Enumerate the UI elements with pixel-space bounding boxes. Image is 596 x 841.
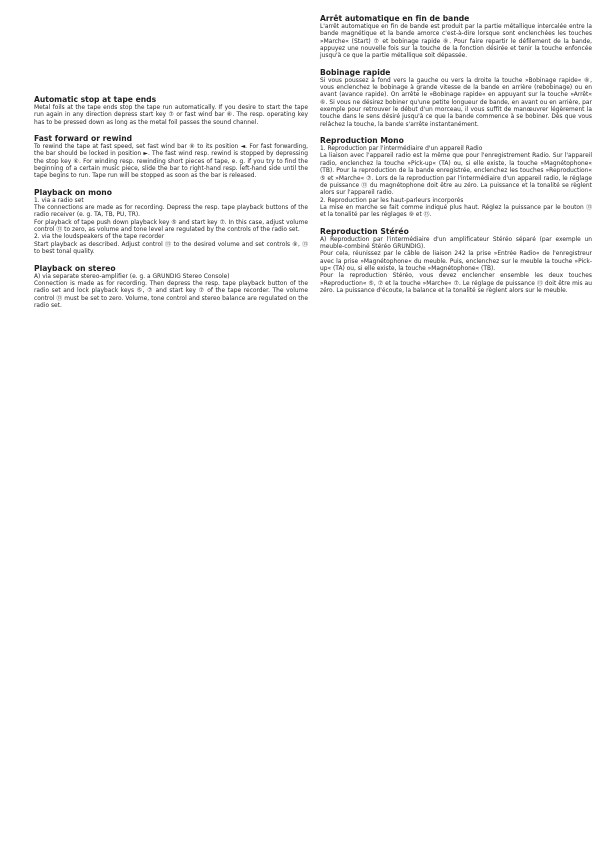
paragraph: Pour cela, réunissez par le câble de liaison 242 la prise »Entrée Radio« de l'enregistreur avec la prise »Magnétophone« du meuble. Puis, enclenchez sur le meuble la touche »Pick-up« (TA) ou, si elle existe, la touche »Magnétophone« (TB). <box>320 251 592 272</box>
paragraph: Pour la reproduction Stéréo, vous devez enclencher ensemble les deux touches »Reproduction« ⑤, ⑦ et la touche »Marche« ⑦. Le réglage de puissance ⑬ doit être mis au zéro. La puissance d'écoute, la balance et la tonalité se règlent alors sur le meuble. <box>320 273 592 294</box>
paragraph: La mise en marche se fait comme indiqué plus haut. Réglez la puissance par le bouton ⑬ et la tonalité par les réglages ⑨ et ⑬. <box>320 204 592 219</box>
right-column-french <box>320 14 592 303</box>
paragraph: For playback of tape push down playback key ⑤ and start key ⑦. In this case, adjust volume control ⑬ to zero, as volume and tone level are regulated by the controls of the radio set. <box>34 219 308 234</box>
paragraph: 1. Reproduction par l'intermédiaire d'un appareil Radio <box>320 146 483 153</box>
section-heading: Automatic stop at tape ends <box>34 95 157 104</box>
section-heading: Reproduction Stéréo <box>320 226 409 236</box>
paragraph: Metal foils at the tape ends stop the tape run automatically. If you desire to start the tape run again in any direction depress start key ⑦ or fast wind bar ⑧. The resp. operating key has to be pressed down as long as the metal foil passes the sound channel. <box>34 105 308 126</box>
section-heading: Arrêt automatique en fin de bande <box>320 14 470 23</box>
section-heading: Playback on stereo <box>34 263 116 273</box>
paragraph: 2. via the loudspeakers of the tape recorder <box>34 234 165 241</box>
section-reproduction-stereo <box>320 227 592 296</box>
section-arret-automatique <box>320 14 592 61</box>
section-heading: Playback on mono <box>34 187 112 197</box>
paragraph: 2. Reproduction par les haut-parleurs incorporés <box>320 197 464 204</box>
section-reproduction-mono <box>320 136 592 219</box>
paragraph: La liaison avec l'appareil radio est la même que pour l'enregistrement Radio. Sur l'appareil radio, enclenchez la touche »Pick-up« (TA) ou, si elle existe, la touche »Magnétophone« (TB). Pour la reproduction de la bande enregistrée, enclenchez les touches »Reproduction« ⑤ et »Marche« ⑦. Lors de la reproduction par l'intermédiaire d'un appareil radio, le réglage de puissance ⑬ du magnétophone doit être au zéro. La puissance et la tonalité se règlent alors sur l'appareil radio. <box>320 153 592 197</box>
section-fast-forward-rewind <box>34 134 308 181</box>
section-heading: Reproduction Mono <box>320 136 404 146</box>
section-playback-mono <box>34 188 308 257</box>
paragraph: 1. via a radio set <box>34 197 84 204</box>
paragraph: L'arrêt automatique en fin de bande est produit par la partie métallique intercalée entre la bande magnétique et la bande amorce c'est-à-dire lorsque sont enclenchées les touches »Marche« (Start) ⑦ et bobinage rapide ⑧. Pour faire repartir le défilement de la bande, appuyez une nouvelle fois sur la touche de la fonction désirée et tenir la touche enfoncée jusqu'à ce que la partie métallique soit dépassée. <box>320 24 592 60</box>
section-heading: Bobinage rapide <box>320 67 391 77</box>
section-playback-stereo <box>34 264 308 311</box>
paragraph: Si vous poussez à fond vers la gauche ou vers la droite la touche »Bobinage rapide« ⑧, vous enclenchez le bobinage à grande vitesse de la bande en arrière (rebobinage) ou en avant (avance rapide). On arrête le »Bobinage rapide« en appuyant sur la touche »Arrêt« ⑥. Si vous ne désirez bobiner qu'une petite longueur de bande, en avant ou en arrière, par exemple pour retrouver le début d'un morceau, il vous suffit de manœuvrer légèrement la touche dans le sens désiré jusqu'à ce que la bande commence à se bobiner. Dès que vous relâchez la touche, la bande s'arrête instantanément. <box>320 77 592 128</box>
paragraph: A) via separate stereo-amplifier (e. g. a GRUNDIG Stereo Console) <box>34 273 230 280</box>
paragraph: Connection is made as for recording. Then depress the resp. tape playback button of the radio set and lock playback keys ⑤, ⑦ and start key ⑦ of the tape recorder. The volume control ⑬ must be set to zero. Volume, tone control and stereo balance are regulated on the radio set. <box>34 280 308 309</box>
paragraph: The connections are made as for recording. Depress the resp. tape playback buttons of the radio receiver (e. g. TA, TB, PU, TR). <box>34 205 308 219</box>
paragraph: To rewind the tape at fast speed, set fast wind bar ⑧ to its position ◄. For fast forwarding, the bar should be locked in position ►. The fast wind resp. rewind is stopped by depressing the stop key ⑥. For winding resp. rewinding short pieces of tape, e. g. if you try to find the beginning of a certain music piece, slide the bar to right-hand resp. left-hand side until the tape begins to run. Tape run will be stopped as soon as the bar is released. <box>34 144 308 180</box>
section-bobinage-rapide <box>320 68 592 129</box>
section-heading: Fast forward or rewind <box>34 134 133 144</box>
paragraph: A) Reproduction par l'intermédiaire d'un amplificateur Stéréo séparé (par exemple un meuble-combiné Stéréo GRUNDIG). <box>320 236 592 250</box>
section-automatic-stop <box>34 95 308 127</box>
paragraph: Start playback as described. Adjust control ⑬ to the desired volume and set controls ⑨, ⑬ to best tonal quality. <box>34 241 308 256</box>
left-column-english <box>34 95 308 318</box>
